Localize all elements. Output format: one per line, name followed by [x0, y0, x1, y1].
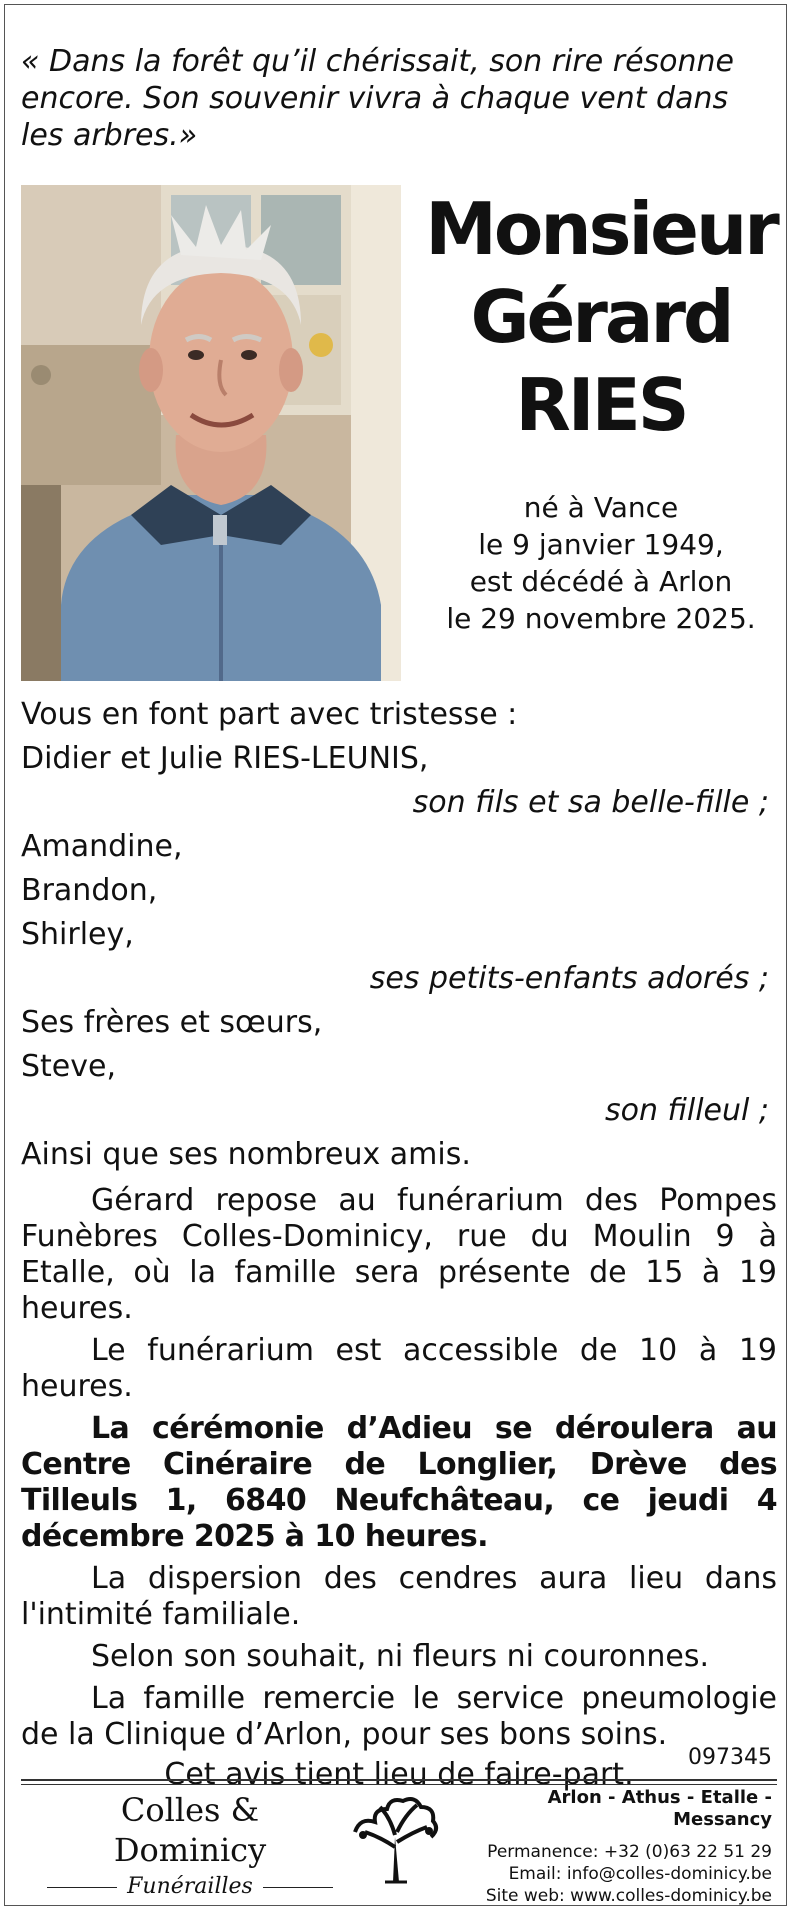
first-name: Gérard [470, 275, 732, 359]
access-paragraph: Le funérarium est accessible de 10 à 19 heures. [21, 1333, 777, 1404]
logo-subtitle [45, 1870, 335, 1904]
family-friends: Ainsi que ses nombreux amis. [21, 1137, 471, 1172]
footer-divider [21, 1779, 777, 1781]
family-siblings: Ses frères et sœurs, [21, 1005, 323, 1040]
family-son-role: son fils et sa belle-fille ; [412, 785, 769, 820]
logo-name: Colles & Dominicy [113, 1791, 267, 1869]
title-monsieur: Monsieur [425, 187, 777, 271]
announce-line: Vous en font part avec tristesse : [21, 697, 518, 732]
birth-date: le 9 janvier 1949, [478, 528, 724, 561]
family-grandchildren-role: ses petits-enfants adorés ; [369, 961, 769, 996]
reference-number: 097345 [688, 1745, 772, 1770]
ceremony-paragraph: La cérémonie d’Adieu se déroulera au Centre Cinéraire de Longlier, Drève des Tilleuls 1, 6840 Neufchâteau, ce jeudi 4 décembre 2025 à 10 heures. [21, 1411, 777, 1554]
email: Email: info@colles-dominicy.be [508, 1864, 772, 1884]
dispersion-paragraph: La dispersion des cendres aura lieu dans l'intimité familiale. [21, 1561, 777, 1632]
portrait-photo [21, 185, 401, 681]
family-grandchild: Shirley, [21, 917, 134, 952]
family-godson-role: son filleul ; [604, 1093, 769, 1128]
last-name: RIES [515, 363, 687, 447]
birth-place: né à Vance [523, 491, 679, 524]
logo-subtitle-text: Funérailles [127, 1874, 253, 1899]
website: Site web: www.colles-dominicy.be [485, 1886, 772, 1906]
flowers-paragraph: Selon son souhait, ni fleurs ni couronnes. [91, 1639, 710, 1674]
funeral-home-logo [45, 1790, 335, 1904]
family-son: Didier et Julie RIES-LEUNIS, [21, 741, 429, 776]
family-grandchild: Brandon, [21, 873, 158, 908]
thanks-paragraph: La famille remercie le service pneumologie de la Clinique d’Arlon, pour ses bons soins. [21, 1681, 777, 1752]
tree-icon [345, 1787, 445, 1887]
locations: Arlon - Athus - Etalle - Messancy [547, 1787, 772, 1830]
notice-body [21, 693, 777, 1797]
death-place: est décédé à Arlon [469, 565, 733, 598]
deceased-name-block [425, 185, 777, 637]
memorial-quote: « Dans la forêt qu’il chérissait, son rire résonne encore. Son souvenir vivra à chaque vent dans les arbres.» [21, 44, 735, 153]
phone: Permanence: +32 (0)63 22 51 29 [487, 1842, 772, 1862]
repose-paragraph: Gérard repose au funérarium des Pompes Funèbres Colles-Dominicy, rue du Moulin 9 à Etalle, où la famille sera présente de 15 à 19 heures. [21, 1183, 777, 1326]
death-date: le 29 novembre 2025. [446, 602, 756, 635]
footer-divider-thin [21, 1784, 777, 1785]
portrait-illustration [21, 185, 401, 681]
obituary-notice [4, 4, 787, 1906]
family-godson: Steve, [21, 1049, 117, 1084]
family-grandchild: Amandine, [21, 829, 183, 864]
birth-death-info [425, 489, 777, 637]
logo-dash [263, 1887, 333, 1888]
notice-line: Cet avis tient lieu de faire-part. [164, 1757, 634, 1792]
funeral-home-contact [452, 1787, 772, 1907]
logo-dash [47, 1887, 117, 1888]
